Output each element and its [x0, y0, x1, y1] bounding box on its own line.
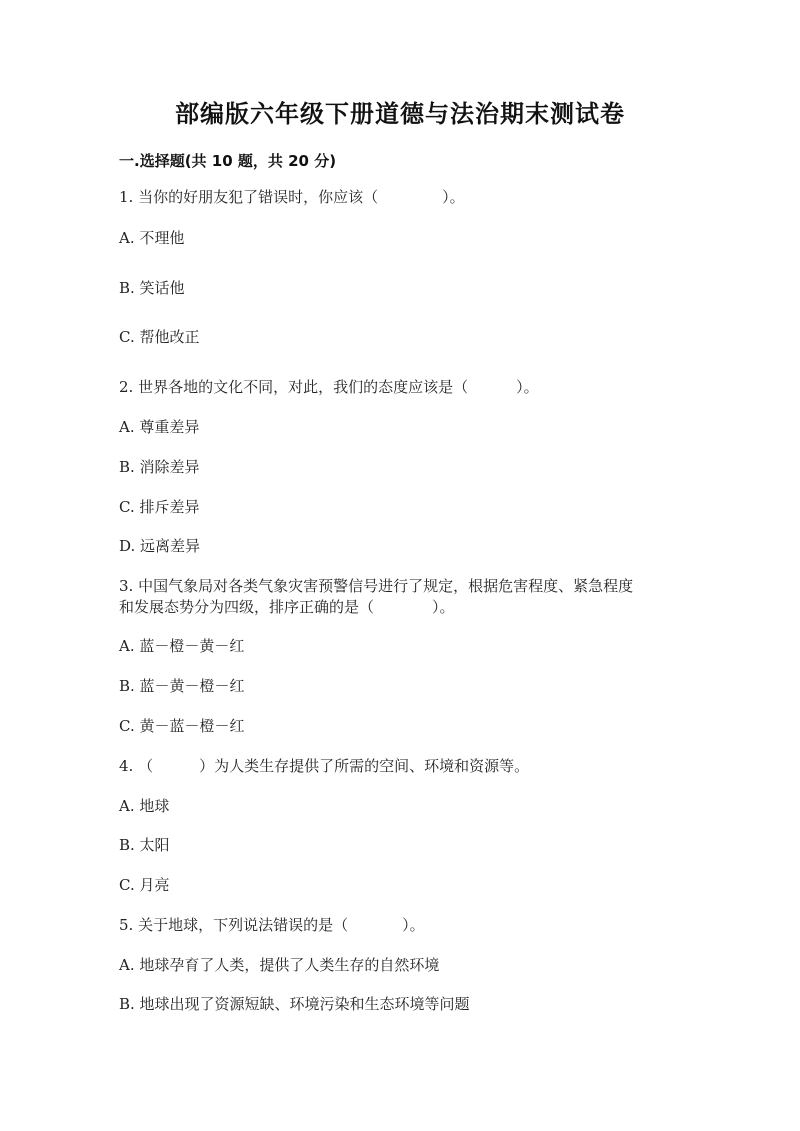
question-3-option-b: B. 蓝－黄－橙－红 — [119, 677, 245, 695]
question-3-option-a: A. 蓝－橙－黄－红 — [119, 637, 245, 655]
question-2-stem: 2. 世界各地的文化不同，对此，我们的态度应该是（ ）。 — [119, 378, 539, 396]
question-3-stem-line-2: 和发展态势分为四级，排序正确的是（ ）。 — [119, 598, 455, 616]
question-1-option-b: B. 笑话他 — [119, 279, 185, 297]
question-2-option-c: C. 排斥差异 — [119, 498, 200, 516]
question-2-option-b: B. 消除差异 — [119, 458, 200, 476]
section-heading: 一.选择题(共 10 题，共 20 分) — [119, 152, 337, 170]
question-5-option-b: B. 地球出现了资源短缺、环境污染和生态环境等问题 — [119, 995, 470, 1013]
question-4-option-b: B. 太阳 — [119, 836, 170, 854]
page-title: 部编版六年级下册道德与法治期末测试卷 — [175, 100, 625, 128]
question-2-option-a: A. 尊重差异 — [119, 418, 200, 436]
question-5-option-a: A. 地球孕育了人类，提供了人类生存的自然环境 — [119, 956, 440, 974]
question-2-option-d: D. 远离差异 — [119, 537, 201, 555]
question-1-stem: 1. 当你的好朋友犯了错误时，你应该（ ）。 — [119, 188, 465, 206]
question-3-option-c: C. 黄－蓝－橙－红 — [119, 717, 245, 735]
question-1-option-c: C. 帮他改正 — [119, 328, 200, 346]
question-4-option-a: A. 地球 — [119, 797, 170, 815]
question-5-stem: 5. 关于地球，下列说法错误的是（ ）。 — [119, 916, 425, 934]
question-1-option-a: A. 不理他 — [119, 229, 185, 247]
question-3-stem-line-1: 3. 中国气象局对各类气象灾害预警信号进行了规定，根据危害程度、紧急程度 — [119, 577, 634, 595]
question-4-option-c: C. 月亮 — [119, 876, 170, 894]
question-4-stem: 4. （ ）为人类生存提供了所需的空间、环境和资源等。 — [119, 757, 530, 775]
